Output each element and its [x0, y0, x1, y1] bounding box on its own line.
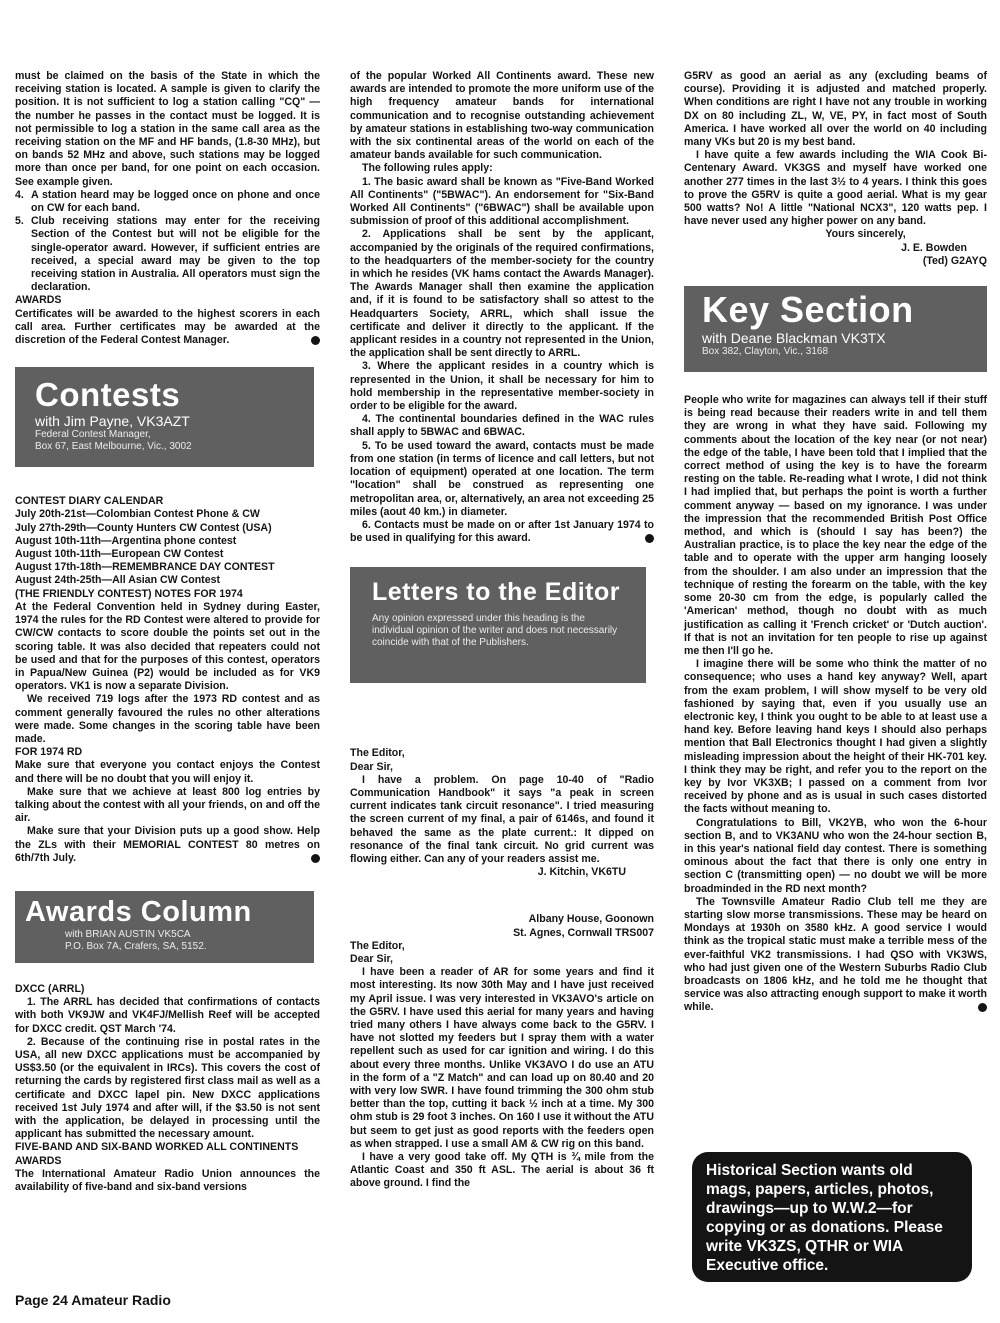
- rd-heading: (THE FRIENDLY CONTEST) NOTES FOR 1974: [15, 587, 243, 600]
- key-section-address: Box 382, Clayton, Vic., 3168: [702, 346, 829, 358]
- rule-text: Club receiving stations may enter for the receiving Section of the Contest but will not be eligible for the single-operator award. However, if sufficient entries are received, a special award may be given to the top receiving station in Australia. All operators must sign the declaration.: [31, 215, 320, 294]
- contests-role: Federal Contest Manager,: [35, 429, 151, 441]
- intro-paragraph: must be claimed on the basis of the State in which the receiving station is located. A sample is given to clarify the position. It is not sufficient to log a station calling "CQ" — the number he passes in the contact must be logged. It is not permissible to log a station in the same call area as the receiving station on the MF and HF bands, (1.8-30 MHz), but on bands 52 MHz and above, such stations may be logged more than once per band, for one point on each occasion. See example given.: [15, 70, 320, 188]
- letters-title: Letters to the Editor: [372, 578, 621, 607]
- page-footer: Page 24 Amateur Radio: [15, 1292, 171, 1308]
- letter-2-signature-name: J. E. Bowden: [901, 241, 967, 254]
- key-paragraph-1: People who write for magazines can always tell if their stuff is being read because their readers write in and tell them they are wrong in what they have said. Following my comments about the location of the key near (or not near) the edge of the table, I have been told that I implied that the correct method of using the key is to have the forearm resting on the table. Re-reading what I wrote, I did not think I had implied that, but perhaps the point is worth a further comment anyway — based on my ignorance. I was under the impression that the recommended British Post Office method, and which is (should I say has been?) the Australian practice, is to place the key near the edge of the table and to operate with the upper arm hanging loosely from the shoulder. I am also under an impression that the technique of resting the forearm on the table, with the key some 20-30 cm from the edge, is popularly called the 'American' method, though no doubt with as much justification as calling it 'French cricket' or 'Dutch auction'. If that is not an invitation for ten people to rise up against me then I'll go he.: [684, 394, 987, 657]
- letter-2-salutation-to: The Editor,: [350, 939, 405, 952]
- letter-2-address-2: St. Agnes, Cornwall TRS007: [513, 926, 654, 939]
- letter-1-salutation-dear: Dear Sir,: [350, 760, 393, 773]
- dxcc-paragraph-1: 1. The ARRL has decided that confirmations of contacts with both VK9JW and VK4FJ/Mellish Reef will be accepted for DXCC credit. QST March '74.: [15, 996, 320, 1035]
- wac-rule-3: 3. Where the applicant resides in a country which is represented in the Union, it shall be necessary for him to hold membership in the representative member-society in order to be eligible for the award.: [350, 360, 654, 413]
- letters-disclaimer: Any opinion expressed under this heading is the individual opinion of the writer and does not necessarily coincide with that of the Publishers.: [372, 613, 618, 649]
- for-text-3: Make sure that your Division puts up a good show. Help the ZLs with their MEMORIAL CONTEST 80 metres on 6th/7th July.: [15, 825, 320, 864]
- contests-banner: [15, 367, 314, 467]
- rd-paragraph-2: We received 719 logs after the 1973 RD contest and as comment generally favoured the rules no other alterations were made. Some changes in the scoring table have been made.: [15, 693, 320, 745]
- calendar-entry: August 10th-11th—European CW Contest: [15, 548, 224, 561]
- column-3: [684, 70, 987, 1015]
- letter-1-salutation-to: The Editor,: [350, 747, 405, 760]
- for-1974-heading: FOR 1974 RD: [15, 746, 83, 759]
- awards-column-title: Awards Column: [25, 895, 252, 928]
- calendar-entry: August 10th-11th—Argentina phone contest: [15, 534, 237, 547]
- awards-heading: AWARDS: [15, 294, 62, 307]
- contests-subtitle: with Jim Payne, VK3AZT: [35, 413, 190, 430]
- wac-rule-5: 5. To be used toward the award, contacts must be made from one station (in terms of licence and call letters, but not location of equipment) operated at one location. The term "location" shall be construed as representing one metropolitan area, or, alternatively, an area not exceeding 25 miles (aout 40 km.) in diameter.: [350, 439, 654, 518]
- letter-2-body-2: I have a very good take off. My QTH is ¾ mile from the Atlantic Coast and 350 ft ASL. The aerial is about 36 ft above ground. I find the: [350, 1151, 654, 1190]
- wac-rule-4: 4. The continental boundaries defined in the WAC rules shall apply to 5BWAC and 6BWAC.: [350, 413, 654, 439]
- awards-banner: [15, 891, 314, 963]
- dxcc-heading: DXCC (ARRL): [15, 982, 85, 995]
- key-section-banner: [684, 286, 987, 372]
- key-section-title: Key Section: [702, 289, 914, 331]
- column-2: [350, 70, 654, 1191]
- key-section-subtitle: with Deane Blackman VK3TX: [702, 330, 886, 347]
- rules-intro: The following rules apply:: [362, 162, 493, 175]
- rule-item-4: [15, 189, 320, 215]
- letter-2-salutation-dear: Dear Sir,: [350, 952, 393, 965]
- awards-paragraph: [15, 308, 320, 348]
- letter-1-signature: J. Kitchin, VK6TU: [537, 866, 626, 879]
- wac-rule-6-text: 6. Contacts must be made on or after 1st January 1974 to be used in qualifying for this award.: [350, 518, 654, 545]
- contests-title: Contests: [35, 376, 181, 414]
- dxcc-paragraph-2: 2. Because of the continuing rise in postal rates in the USA, all new DXCC applications must be accompanied by US$3.50 (or the equivalent in IRCs). This covers the cost of returning the cards by registered first class mail as well as a certificate and DXCC lapel pin. New DXCC applications received 1st July 1974 and after will, if the $3.50 is not sent with the application, be delayed in processing until the applicant has submitted the necessary amount.: [15, 1035, 320, 1141]
- wac-rule-2: 2. Applications shall be sent by the applicant, accompanied by the originals of the required confirmations, to the headquarters of the member-society for the country in which he resides (VK hams contact the Awards Manager). The Awards Manager shall then examine the application and, if it is found to be satisfactory shall so attest to the Headquarters Society, ARRL, which shall issue the certificate and deliver it directly to the applicant. If the applicant resides in a country not represented in the Union, the application shall be sent directly to ARRL.: [350, 228, 654, 360]
- key-paragraph-3: Congratulations to Bill, VK2YB, who won the 6-hour section B, and to VK3ANU who won the 24-hour section B, in this year's national field day contest. There is something ominous about the fact that there is only one entry in section C (transmitting open) — no doubt we will be more broadminded in the RD next month?: [684, 816, 987, 895]
- letter-2-address-1: Albany House, Goonown: [528, 913, 654, 926]
- wac-rule-1: 1. The basic award shall be known as "Five-Band Worked All Continents" ("5BWAC"). An endorsement for "Six-Band Worked All Continents" ("6BWAC") shall be available upon submission of proof of this additional accomplishment.: [350, 175, 654, 228]
- letter-2-closing: Yours sincerely,: [825, 228, 906, 241]
- letter-2-paragraph-awards: I have quite a few awards including the WIA Cook Bi-Centenary Award. VK3GS and myself have worked one another 277 times in the last 3½ to 4 years. I think this goes to prove the G5RV is quite a good aerial. What is my gear 500 watts? No! A little "National NCX3", 120 watts pep. I have never used any higher power on any band.: [684, 149, 987, 228]
- letters-banner: [350, 567, 646, 683]
- calendar-list: [15, 508, 320, 587]
- end-mark-icon: [311, 854, 320, 863]
- fiveband-paragraph: The International Amateur Radio Union announces the availability of five-band and six-band versions: [15, 1167, 320, 1193]
- for-paragraph-2: Make sure that we achieve at least 800 log entries by talking about the contest with all your friends, on and off the air.: [15, 785, 320, 825]
- rule-item-5: [15, 215, 320, 294]
- end-mark-icon: [978, 1003, 987, 1012]
- end-mark-icon: [645, 534, 654, 543]
- letter-2-signature-call: (Ted) G2AYQ: [922, 254, 987, 267]
- calendar-entry: July 27th-29th—County Hunters CW Contest (USA): [15, 521, 272, 534]
- letter-2-body-1: I have been a reader of AR for some years and find it most interesting. Its now 30th May and I have just received my April issue. I was very interested in VK3AVO's article on the G5RV. I have used this aerial for many years and having tried many others I have always come back to the G5RV. I have not slotted my feeders but I spray them with a water repellent such as used for car ignition and wiring. I do this about every three months. Unlike VK3AVO I do use an ATU in the form of a "Z Match" and can load up on 80.40 and 20 with very low SWR. I have found trimming the 300 ohm stub better than the top, cutting it back ½ inch at a time. My 300 ohm stub is 29 foot 3 inches. On 160 I use it without the ATU but seem to get just as good reports with the feeders open as when strapped. I use a small AM & CW rig on this band.: [350, 966, 654, 1150]
- wac-rule-6: [350, 519, 654, 545]
- letter-2-continued: G5RV as good an aerial as any (excluding beams of course). Providing it is adjusted and matched properly. When conditions are right I have not any trouble in working DX on 80 including ZL, W, VE, PY, in fact most of South America. I have worked all over the world on 40 including many VKs but 20 is my best band.: [684, 70, 987, 149]
- historical-section-notice: Historical Section wants old mags, papers, articles, photos, drawings—up to W.W.2—for copying or as donations. Please write VK3ZS, QTHR or WIA Executive office.: [692, 1152, 972, 1282]
- awards-column-address: P.O. Box 7A, Crafers, SA, 5152.: [65, 940, 207, 952]
- calendar-entry: July 20th-21st—Colombian Contest Phone & CW: [15, 508, 260, 521]
- contests-address: Box 67, East Melbourne, Vic., 3002: [35, 441, 192, 453]
- end-mark-icon: [311, 336, 320, 345]
- rule-text: A station heard may be logged once on phone and once on CW for each band.: [31, 188, 320, 215]
- key-paragraph-2: I imagine there will be some who think the matter of no consequence; who uses a hand key anyway? Well, apart from the exam problem, I will show myself to be very old fashioned by saying that, even if you usually use an electronic key, I think you ought to be able to at least use a hand key. Before leaving hand keys I should also perhaps mention that Ball Electronics thought I had given a slightly misleading impression about the height of their HK-701 key. I think they may be right, and refer you to the report on the key by Ivor VK3XB; I passed on a comment from Ivor received by phone and as is usual in such cases distorted the facts without meaning to.: [684, 658, 987, 816]
- column-1: [15, 70, 320, 1194]
- awards-text: Certificates will be awarded to the highest scorers in each call area. Further certificates may be awarded at the discretion of the Federal Contest Manager.: [15, 307, 320, 347]
- letter-1-body: I have a problem. On page 10-40 of "Radio Communication Handbook" it says "a peak in screen current indicates tank circuit resonance". I tried measuring the screen current of my final, a pair of 6146s, and found it behaved the same as the plate current.: It dipped on resonance of the final tank circuit. No grid current was flowing either. Can any of your readers assist me.: [350, 773, 654, 865]
- fiveband-heading: FIVE-BAND AND SIX-BAND WORKED ALL CONTINENTS AWARDS: [15, 1141, 299, 1167]
- wac-intro-paragraph: of the popular Worked All Continents award. These new awards are intended to promote the more uniform use of the high frequency amateur bands for international communication and to recognise outstanding achievement by amateur stations in establishing two-way communication with the six continental areas of the world on each of the amateur bands available for such communication.: [350, 70, 654, 162]
- rule-number: 5.: [15, 215, 24, 228]
- rd-paragraph-1: At the Federal Convention held in Sydney during Easter, 1974 the rules for the RD Contest were altered to provide for CW/CW contacts to score double the points set out in the scoring table. It was also decided that repeaters could not be used and that for the purposes of this contest, operators in Papua/New Guinea (P2) would be included as for VK9 operators. VK1 is now a separate Division.: [15, 600, 320, 693]
- calendar-entry: August 17th-18th—REMEMBRANCE DAY CONTEST: [15, 561, 275, 574]
- rule-number: 4.: [15, 188, 24, 201]
- for-paragraph-1: Make sure that everyone you contact enjoys the Contest and there will be no doubt that you will enjoy it.: [15, 759, 320, 785]
- for-paragraph-3: [15, 825, 320, 865]
- key-text-4: The Townsville Amateur Radio Club tell me they are starting slow morse transmissions. These may be heard on Mondays at 1930h on 3580 kHz. A good service I would think as the tropical static must make a terrible mess of the ever-faithful VK2 transmissions. I had QSO with VK3WS, who had just given one of the Western Suburbs Radio Club broadcasts on 1806 kHz, and he told me he thought that service was also attracting enough support to make it worth while.: [684, 895, 987, 1014]
- key-paragraph-4: [684, 896, 987, 1015]
- calendar-heading: CONTEST DIARY CALENDAR: [15, 495, 164, 508]
- calendar-entry: August 24th-25th—All Asian CW Contest: [15, 574, 221, 587]
- awards-column-subtitle: with BRIAN AUSTIN VK5CA: [65, 928, 191, 940]
